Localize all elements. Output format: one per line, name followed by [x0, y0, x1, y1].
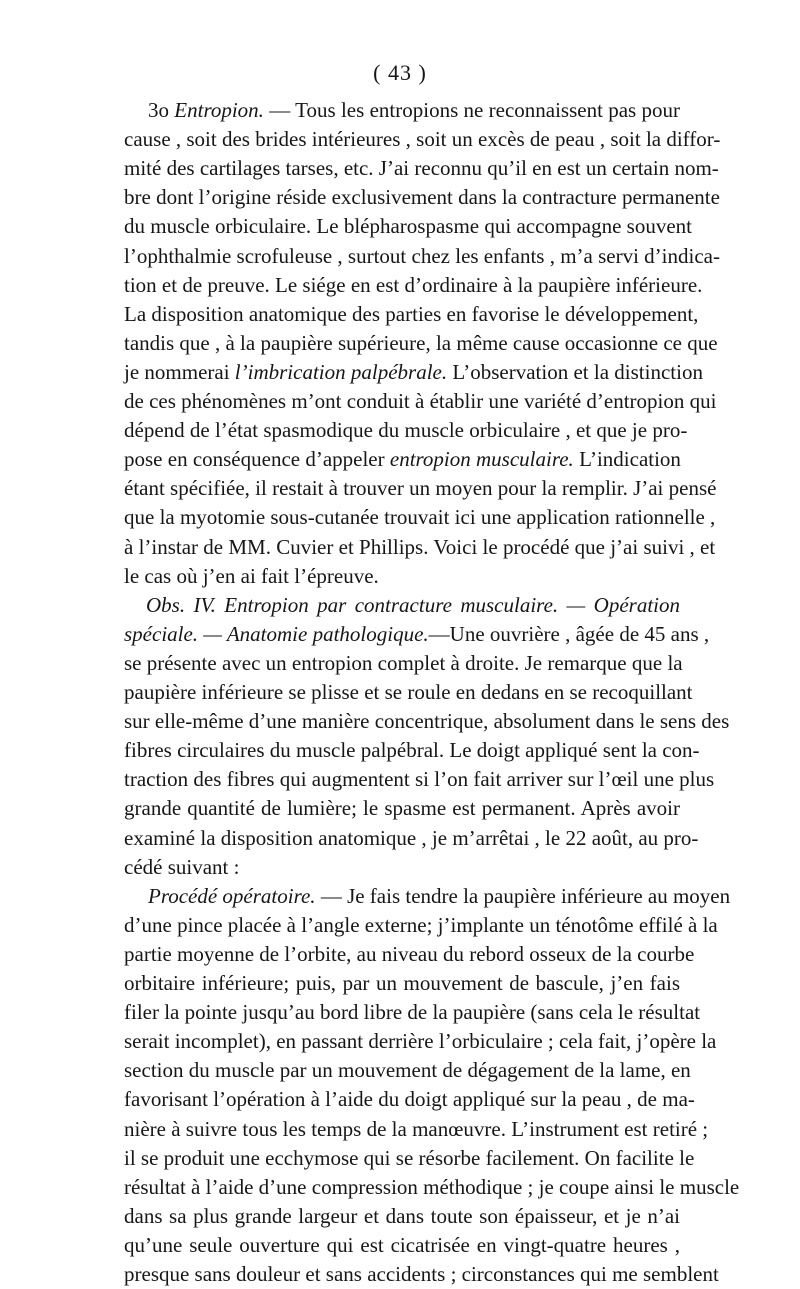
text-line	[124, 329, 718, 358]
text-line	[148, 96, 680, 125]
text-run: La disposition anatomique des parties en favorise le développement,	[124, 301, 699, 326]
text-run: pose en conséquence d’appeler	[124, 447, 390, 472]
text-line	[124, 1260, 719, 1289]
text-run: L’indication	[573, 447, 681, 472]
text-run: serait incomplet), en passant derrière l’orbiculaire ; cela fait, j’opère la	[124, 1029, 717, 1054]
text-run: o	[158, 98, 169, 122]
text-line	[124, 533, 716, 562]
text-run: tion et de preuve. Le siége en est d’ordinaire à la paupière inférieure.	[124, 272, 703, 297]
text-line	[124, 1056, 691, 1085]
text-line	[124, 154, 719, 183]
text-line	[124, 1202, 680, 1231]
text-run: filer la pointe jusqu’au bord libre de la paupière (sans cela le résultat	[124, 1000, 701, 1025]
text-run: nière à suivre tous les temps de la manœuvre. L’instrument est retiré ;	[124, 1116, 709, 1141]
italic-text: Procédé opératoire.	[148, 883, 316, 908]
text-line	[124, 1027, 717, 1056]
text-line	[124, 445, 680, 474]
text-line	[124, 620, 710, 649]
text-run: il se produit une ecchymose qui se résorbe facilement. On facilite le	[124, 1145, 695, 1170]
text-run: favorisant l’opération à l’aide du doigt appliqué sur la peau , de ma-	[124, 1087, 695, 1112]
italic-text: Entropion.	[174, 98, 264, 122]
text-line	[124, 242, 720, 271]
text-line	[124, 358, 703, 387]
text-run: dépend de l’état spasmodique du muscle orbiculaire , et que je pro-	[124, 418, 688, 443]
text-line	[124, 794, 680, 823]
text-run: —Une ouvrière , âgée de 45 ans ,	[428, 621, 710, 646]
italic-text: Obs. IV. Entropion par contracture musculaire. — Opération	[146, 592, 680, 617]
text-run: du muscle orbiculaire. Le blépharospasme qui accompagne souvent	[124, 214, 692, 239]
text-run: de ces phénomènes m’ont conduit à établir une variété d’entropion qui	[124, 389, 717, 413]
text-run: le cas où j’en ai fait l’épreuve.	[124, 563, 379, 588]
text-line	[124, 940, 695, 969]
text-run: partie moyenne de l’orbite, au niveau du rebord osseux de la courbe	[124, 941, 695, 966]
text-run: d’une pince placée à l’angle externe; j’implante un ténotôme effilé à la	[124, 912, 718, 937]
text-run: tandis que , à la paupière supérieure, la même cause occasionne ce que	[124, 330, 718, 355]
text-run: fibres circulaires du muscle palpébral. Le doigt appliqué sent la con-	[124, 738, 700, 763]
text-line	[124, 212, 692, 241]
text-run: — Je fais tendre la paupière inférieure au moyen	[315, 883, 731, 908]
text-run: examiné la disposition anatomique , je m’arrêtai , le 22 août, au pro-	[124, 825, 699, 850]
text-run: étant spécifiée, il restait à trouver un moyen pour la remplir. J’ai pensé	[124, 476, 717, 501]
italic-text: entropion musculaire.	[389, 447, 574, 472]
text-run: mité des cartilages tarses, etc. J’ai reconnu qu’il en est un certain nom-	[124, 156, 719, 181]
text-line	[124, 1173, 740, 1202]
text-line	[148, 882, 731, 911]
text-run: se présente avec un entropion complet à droite. Je remarque que la	[124, 650, 683, 675]
text-run: traction des fibres qui augmentent si l’on fait arriver sur l’œil une plus	[124, 767, 715, 792]
text-line	[124, 1231, 680, 1260]
text-run: que la myotomie sous-cutanée trouvait ici une application rationnelle ,	[124, 505, 716, 530]
text-run: orbitaire inférieure; puis, par un mouvement de bascule, j’en fais	[124, 971, 680, 995]
text-line	[124, 562, 680, 591]
text-line	[124, 1144, 695, 1173]
text-line	[124, 300, 699, 329]
text-run: cause , soit des brides intérieures , soit un excès de peau , soit la diffor-	[124, 127, 721, 152]
text-line	[124, 1115, 709, 1144]
text-run: l’ophthalmie scrofuleuse , surtout chez les enfants , m’a servi d’indica-	[124, 243, 720, 268]
text-line	[124, 911, 718, 940]
text-line	[124, 736, 700, 765]
text-run: L’observation et la distinction	[447, 359, 703, 384]
text-run: 3	[148, 98, 159, 122]
text-run: sur elle-même d’une manière concentrique, absolument dans le sens des	[124, 709, 730, 734]
text-run: — Tous les entropions ne reconnaissent pas pour	[263, 98, 681, 122]
text-line	[124, 853, 680, 882]
text-line	[124, 1085, 695, 1114]
text-line	[124, 649, 683, 678]
text-run: paupière inférieure se plisse et se roule en dedans en se recoquillant	[124, 680, 693, 704]
text-line	[124, 503, 716, 532]
text-run: presque sans douleur et sans accidents ; circonstances qui me semblent	[124, 1262, 719, 1286]
text-run: à l’instar de MM. Cuvier et Phillips. Voici le procédé que j’ai suivi , et	[124, 534, 716, 559]
text-run: bre dont l’origine réside exclusivement dans la contracture permanente	[124, 185, 720, 210]
italic-text: spéciale. — Anatomie pathologique.	[124, 621, 429, 646]
text-line	[124, 183, 720, 212]
text-line	[124, 271, 703, 300]
page-number: ( 43 )	[373, 60, 427, 85]
text-line	[124, 387, 717, 416]
text-run: section du muscle par un mouvement de dégagement de la lame, en	[124, 1058, 691, 1083]
text-line	[124, 678, 693, 707]
text-run: dans sa plus grande largeur et dans toute son épaisseur, et je n’ai	[124, 1203, 680, 1228]
text-line	[124, 474, 717, 503]
text-line	[124, 998, 701, 1027]
text-line	[124, 707, 730, 736]
italic-text: l’imbrication palpébrale.	[234, 359, 448, 384]
text-run: cédé suivant :	[124, 854, 240, 879]
text-line	[124, 125, 721, 154]
text-line	[124, 969, 680, 998]
text-line	[124, 824, 699, 853]
text-line	[124, 765, 715, 794]
text-run: qu’une seule ouverture qui est cicatrisée en vingt-quatre heures ,	[124, 1232, 680, 1257]
text-run: je nommerai	[124, 359, 235, 384]
text-line	[124, 416, 688, 445]
text-line	[146, 591, 680, 620]
text-run: grande quantité de lumière; le spasme est permanent. Après avoir	[124, 796, 680, 821]
text-run: résultat à l’aide d’une compression méthodique ; je coupe ainsi le muscle	[124, 1174, 740, 1199]
